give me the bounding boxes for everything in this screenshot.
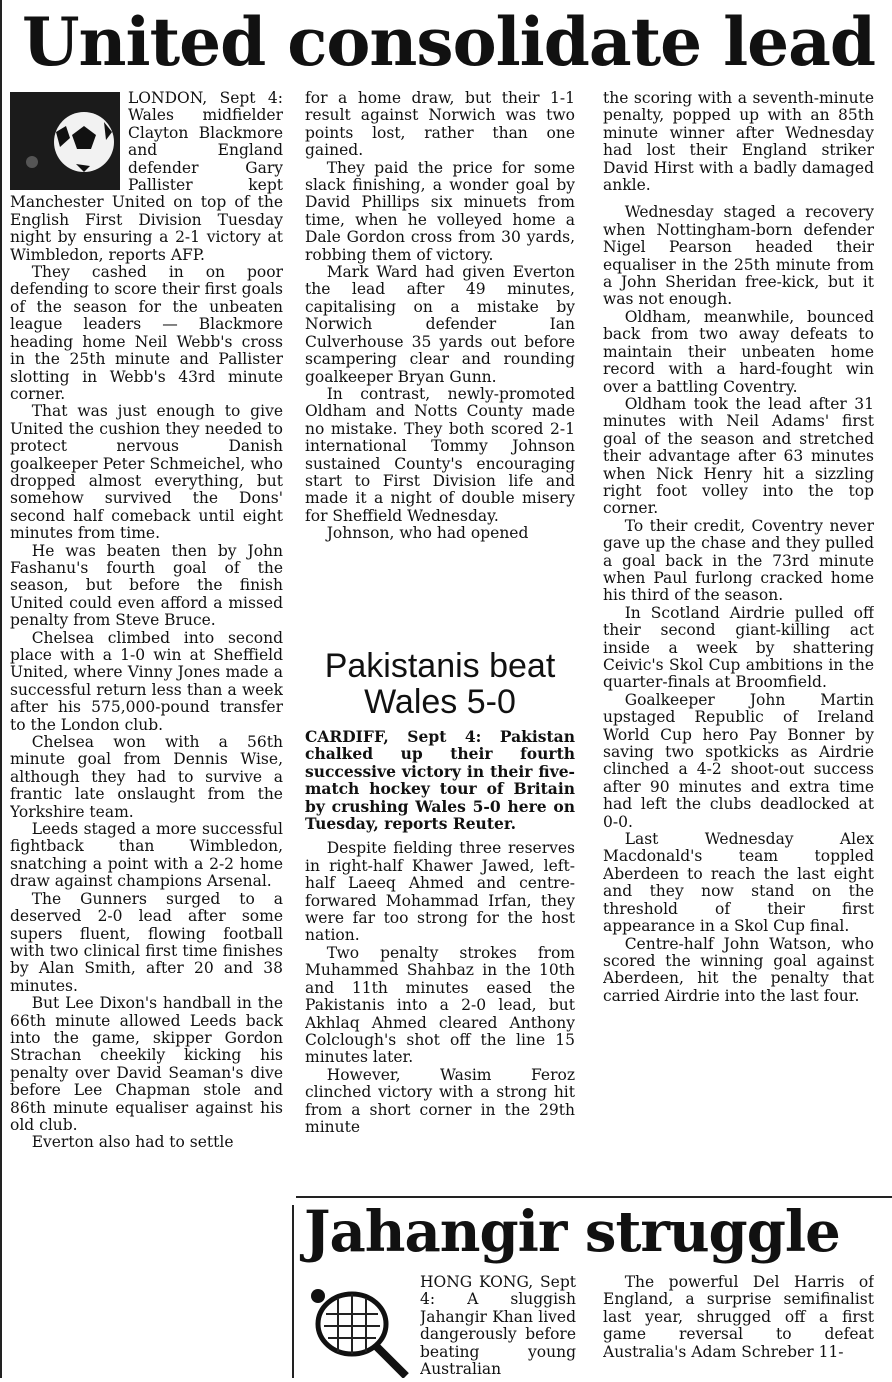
hockey-para: Despite fielding three reserves in right-half Khawer Jawed, left-half Laeeq Ahmed and centre-forwared Mohammad Irfan, they were far too strong for the host nation.	[305, 839, 575, 945]
main-headline: United consolidate lead	[22, 3, 876, 81]
hockey-headline-line2: Wales 5-0	[364, 683, 516, 721]
squash-lead: HONG KONG, Sept 4: A sluggish Jahangir Khan lived dangerously before beating young Australian	[420, 1274, 576, 1378]
col2-para: They paid the price for some slack finishing, a wonder goal by David Phillips six minuets from time, when he volleyed home a Dale Gordon cross from 30 yards, robbing them of victory.	[305, 158, 575, 264]
col3-para: the scoring with a seventh-minute penalty, popped up with an 85th minute winner after Wednesday had lost their England striker David Hirst with a badly damaged ankle.	[603, 90, 874, 195]
photo-wrap-spacer	[10, 90, 128, 194]
col2-para: In contrast, newly-promoted Oldham and Notts County made no mistake. They both scored 2-1 international Tommy Johnson sustained County's encouraging start to First Division life and made it a night of double misery for Sheffield Wednesday.	[305, 384, 575, 525]
hockey-article	[305, 728, 575, 1196]
squash-column-2	[603, 1274, 874, 1378]
squash-para: The powerful Del Harris of England, a surprise semifinalist last year, shrugged off a first game reversal to defeat Australia's Adam Schreber 11-	[603, 1274, 874, 1361]
column-1	[10, 90, 283, 1378]
hockey-para: Two penalty strokes from Muhammed Shahbaz in the 10th and 11th minutes eased the Pakistanis into a 2-0 lead, but Akhlaq Ahmed cleared Anthony Colclough's shot off the line 15 minutes later.	[305, 943, 575, 1067]
col3-para: Goalkeeper John Martin upstaged Republic of Ireland World Cup hero Pay Bonner by saving two spotkicks as Airdrie clinched a 4-2 shoot-out success after 90 minutes and extra time had left the clubs deadlocked at 0-0.	[603, 690, 874, 831]
col3-para: Oldham took the lead after 31 minutes with Neil Adams' first goal of the season and stretched their advantage after 63 minutes when Nick Henry hit a sizzling right foot volley into the top corner.	[603, 394, 874, 518]
col2-para: Johnson, who had opened	[326, 524, 529, 543]
page-edge-rule	[0, 0, 2, 1378]
col3-para: To their credit, Coventry never gave up the chase and they pulled a goal back in the 73rd minute when Paul furlong cracked home his third of the season.	[603, 516, 874, 605]
col3-para: In Scotland Airdrie pulled off their second giant-killing act inside a week by shattering Ceivic's Skol Cup ambitions in the quarter-finals at Broomfield.	[603, 603, 874, 692]
col1-para: That was just enough to give United the cushion they needed to protect nervous Danish goalkeeper Peter Schmeichel, who dropped almost everything, but somehow survived the Dons' second half comeback until eight minutes from time.	[10, 402, 283, 543]
col3-para: Wednesday staged a recovery when Nottingham-born defender Nigel Pearson headed their equaliser in the 25th minute from a John Sheridan free-kick, but it was not enough.	[603, 203, 874, 309]
col1-para: Chelsea won with a 56th minute goal from Dennis Wise, although they had to survive a frantic late onslaught from the Yorkshire team.	[10, 733, 283, 821]
hockey-lead: CARDIFF, Sept 4: Pakistan chalked up their fourth successive victory in their five-match hockey tour of Britain by crushing Wales 5-0 here on Tuesday, reports Reuter.	[305, 728, 575, 834]
col1-para: Everton also had to settle	[31, 1133, 234, 1152]
col1-para: Leeds staged a more successful fightback than Wimbledon, snatching a point with a 2-2 home draw against champions Arsenal.	[10, 820, 283, 891]
squash-headline: Jahangir struggle	[304, 1199, 840, 1265]
column-3	[603, 90, 874, 1196]
col1-para: But Lee Dixon's handball in the 66th minute allowed Leeds back into the game, skipper Gordon Strachan cheekily kicking his penalty over David Seaman's dive before Lee Chapman stole and 86th minute equaliser against his old club.	[10, 994, 283, 1134]
column-2	[305, 90, 575, 638]
col1-para: He was beaten then by John Fashanu's fourth goal of the season, but before the finish United could even afford a missed penalty from Steve Bruce.	[10, 541, 283, 630]
col2-para: Mark Ward had given Everton the lead after 49 minutes, capitalising on a mistake by Norwich defender Ian Culverhouse 35 yards out before scampering clear and rounding goalkeeper Bryan Gunn.	[305, 263, 575, 386]
col3-para: Last Wednesday Alex Macdonald's team toppled Aberdeen to reach the last eight and they now stand on the threshold of their first appearance in a Skol Cup final.	[603, 830, 874, 936]
col1-lead-para: LONDON, Sept 4: Wales midfielder Clayton Blackmore and England defender Gary Pallister kept Manchester United on top of the English First Division Tuesday night by ensuring a 2-1 victory at Wimbledon, reports AFP.	[10, 90, 283, 264]
col1-para: Chelsea climbed into second place with a 1-0 win at Sheffield United, where Vinny Jones made a successful return less than a week after his 575,000-pound transfer to the London club.	[10, 628, 283, 734]
squash-racquet-icon	[302, 1274, 412, 1378]
box-top-rule	[296, 1196, 892, 1198]
hockey-headline-line1: Pakistanis beat	[324, 647, 556, 685]
col2-para: for a home draw, but their 1-1 result against Norwich was two points lost, rather than one gained.	[305, 90, 575, 160]
hockey-headline	[300, 648, 580, 720]
col3-para: Oldham, meanwhile, bounced back from two away defeats to maintain their unbeaten home record with a hard-fought win over a battling Coventry.	[603, 307, 874, 396]
col3-para: Centre-half John Watson, who scored the winning goal against Aberdeen, hit the penalty that carried Airdrie into the last four.	[603, 934, 874, 1005]
box-left-rule	[292, 1205, 294, 1378]
col1-para: They cashed in on poor defending to score their first goals of the season for the unbeaten league leaders — Blackmore heading home Neil Webb's cross in the 25th minute and Pallister slotting in Webb's 43rd minute corner.	[10, 263, 283, 403]
squash-column-1	[420, 1274, 576, 1378]
racquet-image	[302, 1274, 412, 1378]
hockey-para: However, Wasim Feroz clinched victory with a strong hit from a short corner in the 29th minute	[305, 1065, 575, 1136]
col1-para: The Gunners surged to a deserved 2-0 lead after some supers fluent, flowing football with two clinical first time finishes by Alan Smith, after 20 and 38 minutes.	[10, 889, 283, 995]
